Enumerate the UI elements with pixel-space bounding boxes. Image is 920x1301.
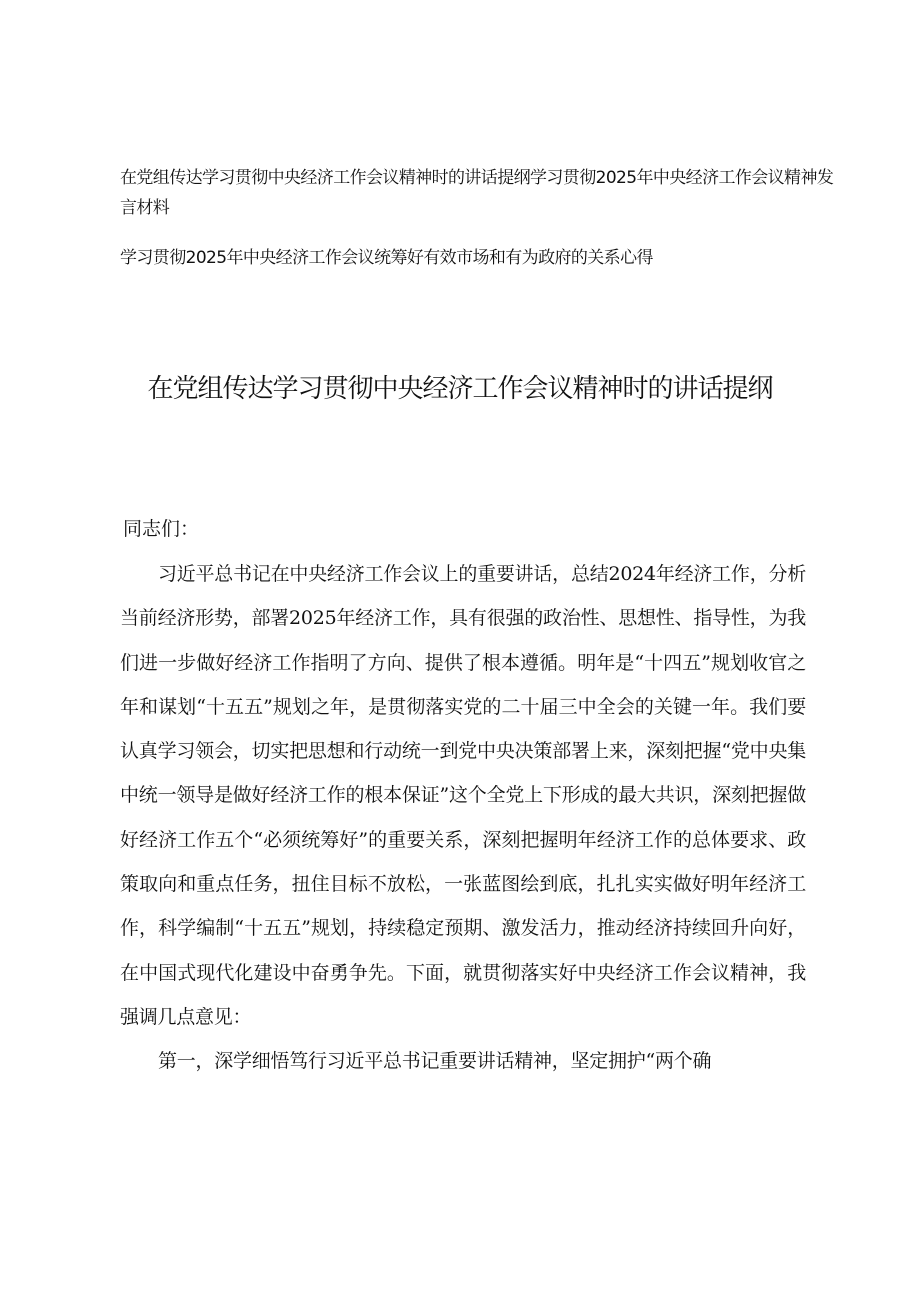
related-documents-list xyxy=(120,163,840,273)
related-document-title: 学习贯彻2025年中央经济工作会议统筹好有效市场和有为政府的关系心得 xyxy=(120,248,653,268)
greeting: 同志们： xyxy=(123,518,200,540)
document-body xyxy=(120,552,806,1084)
related-document-title: 在党组传达学习贯彻中央经济工作会议精神时的讲话提纲学习贯彻2025年中央经济工作会议精神发言材料 xyxy=(120,168,834,218)
paragraph: 习近平总书记在中央经济工作会议上的重要讲话，总结2024年经济工作，分析当前经济形势，部署2025年经济工作，具有很强的政治性、思想性、指导性，为我们进一步做好经济工作指明了方向、提供了根本遵循。明年是“十四五”规划收官之年和谋划“十五五”规划之年，是贯彻落实党的二十届三中全会的关键一年。我们要认真学习领会，切实把思想和行动统一到党中央决策部署上来，深刻把握“党中央集中统一领导是做好经济工作的根本保证”这个全党上下形成的最大共识，深刻把握做好经济工作五个“必须统筹好”的重要关系，深刻把握明年经济工作的总体要求、政策取向和重点任务，扭住目标不放松，一张蓝图绘到底，扎扎实实做好明年经济工作，科学编制“十五五”规划，持续稳定预期、激发活力，推动经济持续回升向好，在中国式现代化建设中奋勇争先。下面，就贯彻落实好中央经济工作会议精神，我强调几点意见： xyxy=(120,563,806,1028)
document-title: 在党组传达学习贯彻中央经济工作会议精神时的讲话提纲 xyxy=(147,374,773,404)
paragraph: 第一，深学细悟笃行习近平总书记重要讲话精神，坚定拥护“两个确 xyxy=(158,1050,712,1073)
